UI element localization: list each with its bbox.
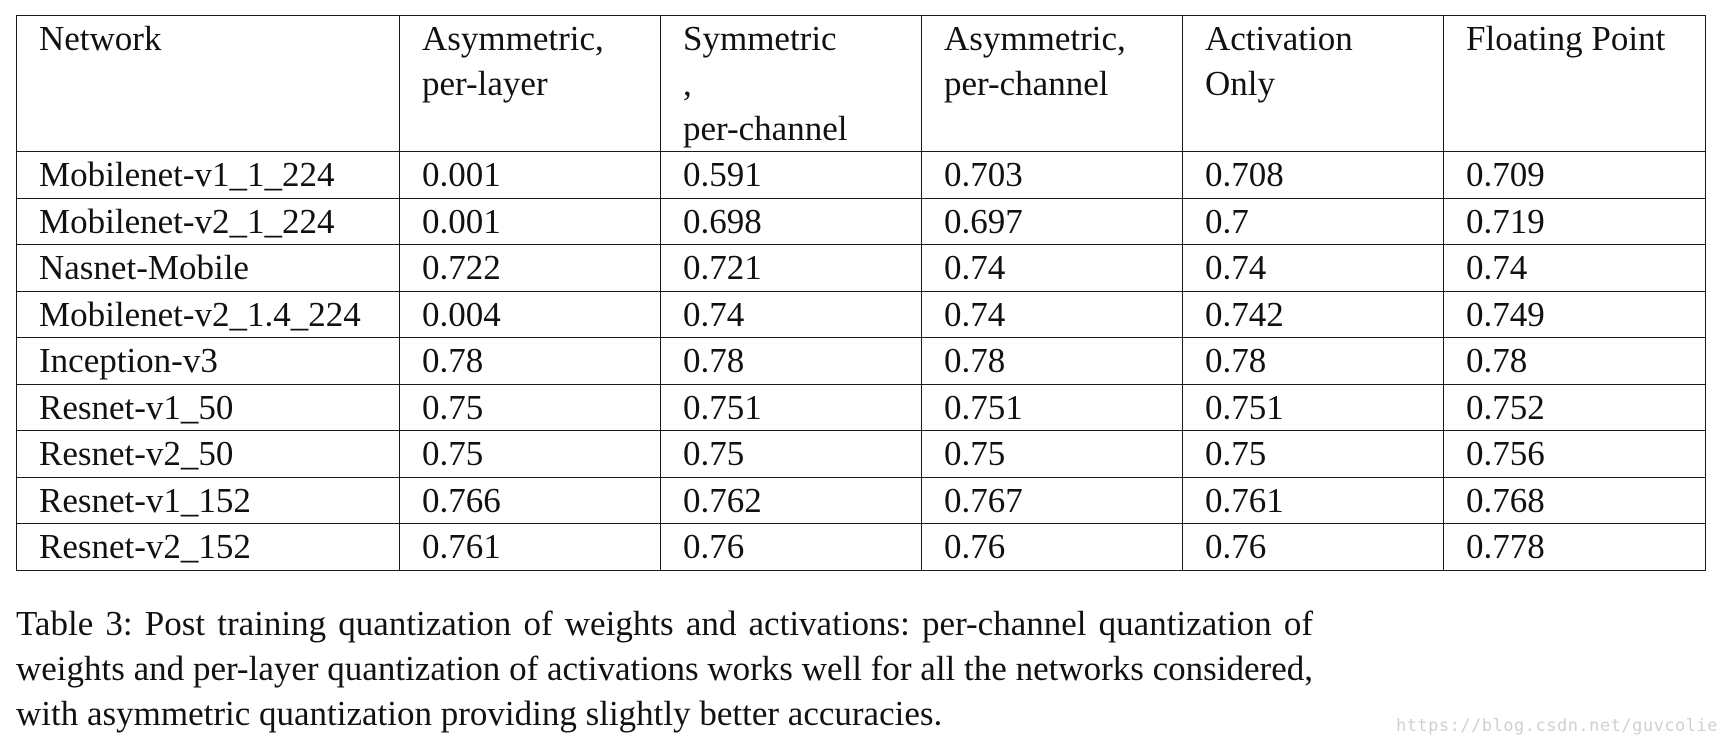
table-cell: 0.708 [1183,152,1444,199]
header-activation-only [1183,16,1444,152]
table-row [17,431,1706,478]
table-cell: 0.004 [400,291,661,338]
table-row [17,338,1706,385]
table-cell: 0.751 [1183,384,1444,431]
table-cell: 0.74 [922,291,1183,338]
table-cell: 0.761 [400,524,661,571]
table-cell: 0.762 [661,477,922,524]
table-caption: Table 3: Post training quantization of weights and activations: per-channel quantization of weights and per-layer quantization of activations works well for all the networks considered, with asymmetric quantization providing slightly better accuracies. [16,604,1313,733]
table-cell: 0.721 [661,245,922,292]
header-line: Network [39,19,162,58]
header-line: Floating Point [1466,19,1666,58]
header-line: Activation [1205,19,1353,58]
header-line: Asymmetric, [944,19,1126,58]
table-cell: 0.719 [1444,198,1706,245]
table-cell: 0.74 [1444,245,1706,292]
table-row [17,152,1706,199]
network-name-cell: Resnet-v1_50 [17,384,400,431]
network-name-cell: Resnet-v2_50 [17,431,400,478]
table-cell: 0.698 [661,198,922,245]
table-cell: 0.767 [922,477,1183,524]
header-line: per-channel [944,64,1109,103]
table-cell: 0.76 [661,524,922,571]
table-row [17,477,1706,524]
quantization-results-table [16,15,1706,571]
table-cell: 0.78 [1444,338,1706,385]
table-cell: 0.766 [400,477,661,524]
header-symmetric-per-channel [661,16,922,152]
header-line: per-layer [422,64,548,103]
table-cell: 0.751 [922,384,1183,431]
table-cell: 0.756 [1444,431,1706,478]
table-cell: 0.76 [922,524,1183,571]
table-cell: 0.75 [400,384,661,431]
header-asymmetric-per-channel [922,16,1183,152]
table-cell: 0.722 [400,245,661,292]
table-cell: 0.001 [400,198,661,245]
table-cell: 0.751 [661,384,922,431]
table-cell: 0.78 [1183,338,1444,385]
watermark-url: https://blog.csdn.net/guvcolie [1395,716,1718,736]
header-floating-point [1444,16,1706,152]
table-cell: 0.75 [1183,431,1444,478]
table-cell: 0.752 [1444,384,1706,431]
header-network [17,16,400,152]
table-cell: 0.75 [922,431,1183,478]
table-row [17,245,1706,292]
header-line: Asymmetric, [422,19,604,58]
table-row [17,384,1706,431]
header-line: Only [1205,64,1275,103]
table-cell: 0.74 [1183,245,1444,292]
table-cell: 0.703 [922,152,1183,199]
table-cell: 0.75 [661,431,922,478]
table-cell: 0.7 [1183,198,1444,245]
table-row [17,291,1706,338]
header-line: Symmetric , [683,19,837,103]
network-name-cell: Mobilenet-v1_1_224 [17,152,400,199]
table-cell: 0.697 [922,198,1183,245]
table-header-row [17,16,1706,152]
table-cell: 0.78 [661,338,922,385]
table-cell: 0.75 [400,431,661,478]
network-name-cell: Mobilenet-v2_1.4_224 [17,291,400,338]
table-cell: 0.709 [1444,152,1706,199]
network-name-cell: Inception-v3 [17,338,400,385]
table-cell: 0.78 [922,338,1183,385]
table-row [17,524,1706,571]
network-name-cell: Nasnet-Mobile [17,245,400,292]
network-name-cell: Resnet-v2_152 [17,524,400,571]
table-cell: 0.001 [400,152,661,199]
header-line: per-channel [683,109,848,148]
table-cell: 0.768 [1444,477,1706,524]
table-cell: 0.74 [922,245,1183,292]
table-cell: 0.749 [1444,291,1706,338]
table-cell: 0.591 [661,152,922,199]
header-asymmetric-per-layer [400,16,661,152]
table-cell: 0.742 [1183,291,1444,338]
table-cell: 0.78 [400,338,661,385]
table-cell: 0.74 [661,291,922,338]
table-row [17,198,1706,245]
network-name-cell: Resnet-v1_152 [17,477,400,524]
table-cell: 0.76 [1183,524,1444,571]
table-cell: 0.778 [1444,524,1706,571]
network-name-cell: Mobilenet-v2_1_224 [17,198,400,245]
table-cell: 0.761 [1183,477,1444,524]
